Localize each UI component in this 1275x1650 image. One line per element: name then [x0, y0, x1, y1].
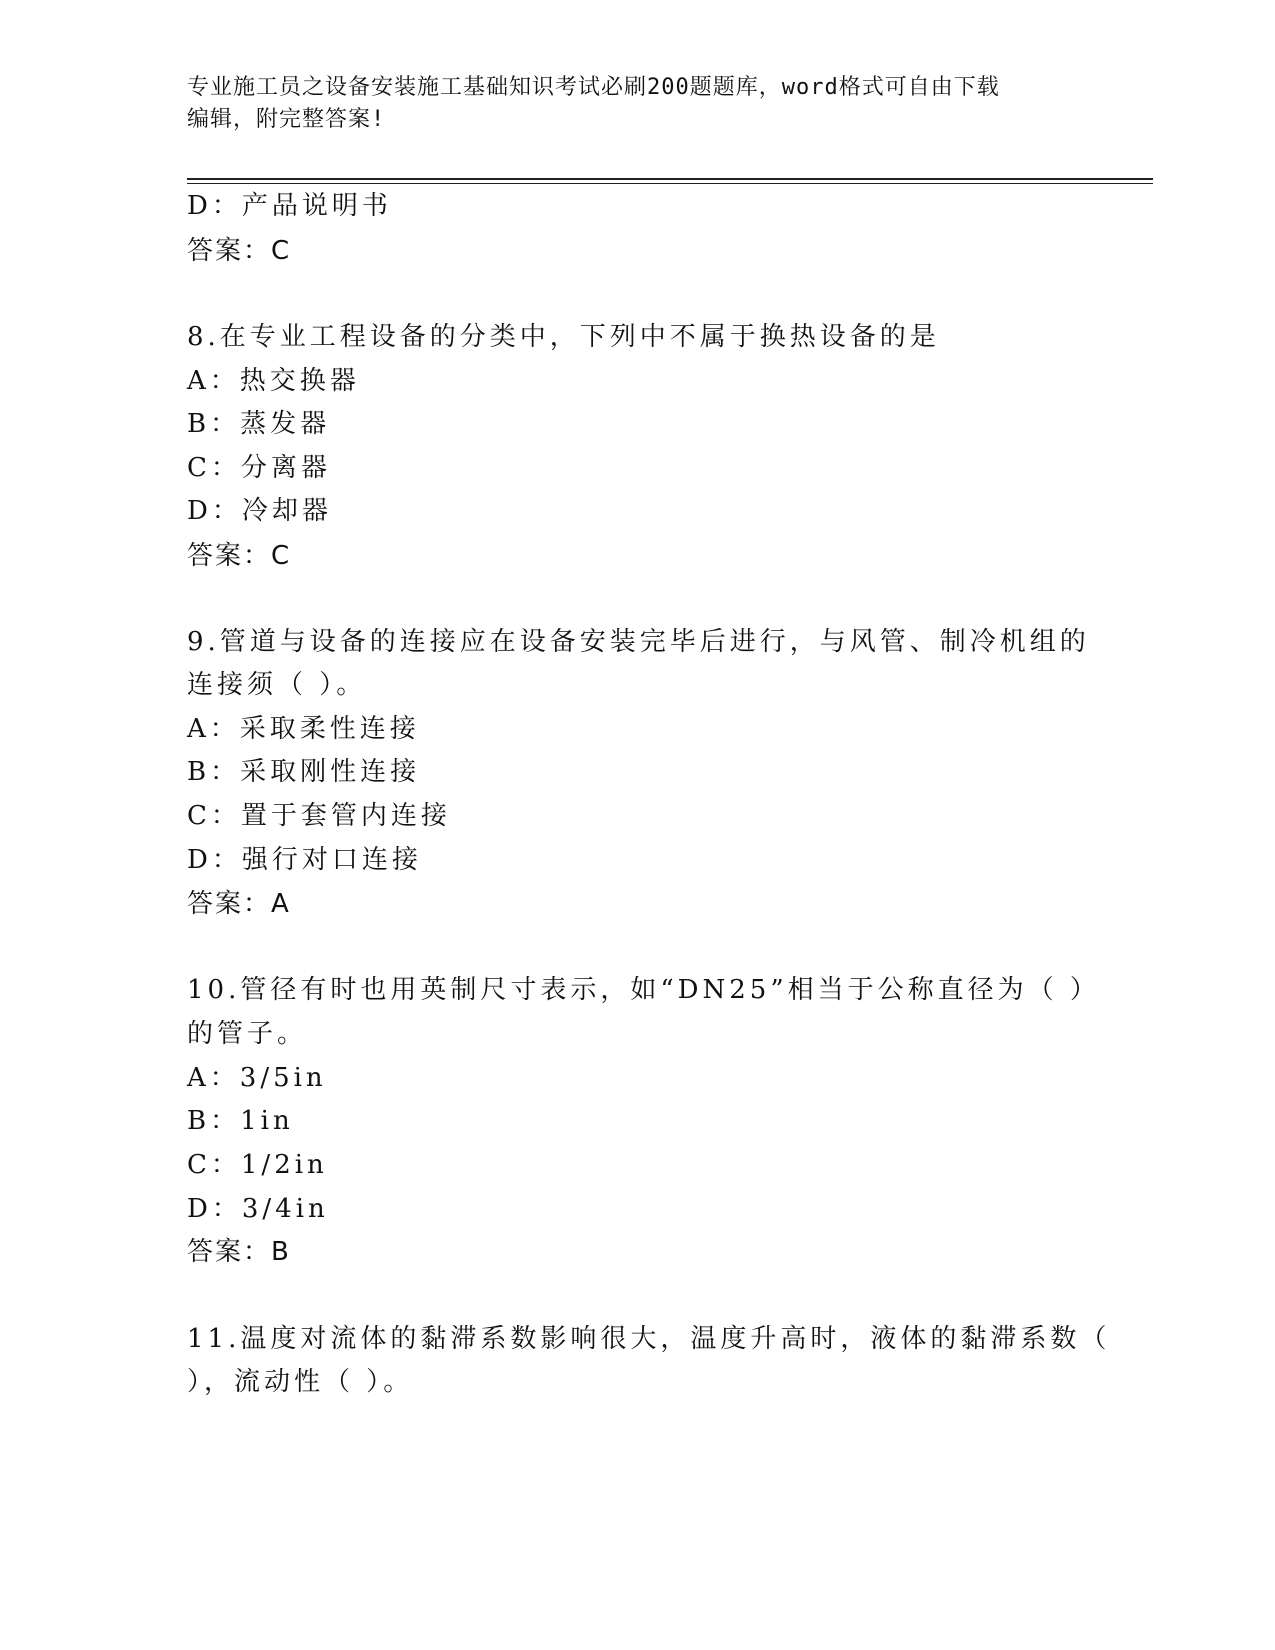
header-divider-thick [187, 178, 1153, 180]
q9-option-a: A：采取柔性连接 [187, 714, 420, 744]
q9-question-line-2: 连接须（ ）。 [187, 670, 367, 700]
prev-option-d: D：产品说明书 [187, 191, 392, 221]
q8-question: 8.在专业工程设备的分类中，下列中不属于换热设备的是 [187, 322, 940, 352]
q9-option-d: D：强行对口连接 [187, 845, 422, 875]
q10-option-a: A：3/5in [187, 1063, 327, 1093]
q8-option-c: C：分离器 [187, 453, 331, 483]
header-line-2: 编辑，附完整答案! [187, 107, 386, 132]
q9-option-b: B：采取刚性连接 [187, 757, 421, 787]
document-header [187, 72, 1067, 136]
header-divider-thin [187, 183, 1153, 184]
q10-question-line-1: 10.管径有时也用英制尺寸表示，如“DN25”相当于公称直径为（ ） [187, 975, 1100, 1005]
q8-option-d: D：冷却器 [187, 496, 332, 526]
q8-option-b: B：蒸发器 [187, 409, 331, 439]
q10-answer: 答案：B [187, 1237, 291, 1267]
q9-answer: 答案：A [187, 889, 291, 919]
header-line-1: 专业施工员之设备安装施工基础知识考试必刷200题题库，word格式可自由下载 [187, 75, 1000, 100]
q11-question-line-1: 11.温度对流体的黏滞系数影响很大，温度升高时，液体的黏滞系数（ [187, 1324, 1111, 1354]
q8-answer: 答案：C [187, 541, 292, 571]
q10-option-d: D：3/4in [187, 1194, 329, 1224]
q9-option-c: C：置于套管内连接 [187, 801, 451, 831]
q9-question-line-1: 9.管道与设备的连接应在设备安装完毕后进行，与风管、制冷机组的 [187, 627, 1090, 657]
q8-option-a: A：热交换器 [187, 366, 360, 396]
q10-option-c: C：1/2in [187, 1150, 328, 1180]
q10-question-line-2: 的管子。 [187, 1019, 308, 1049]
q10-option-b: B：1in [187, 1106, 294, 1136]
q11-question-line-2: ），流动性（ ）。 [187, 1367, 414, 1397]
prev-answer: 答案：C [187, 236, 292, 266]
